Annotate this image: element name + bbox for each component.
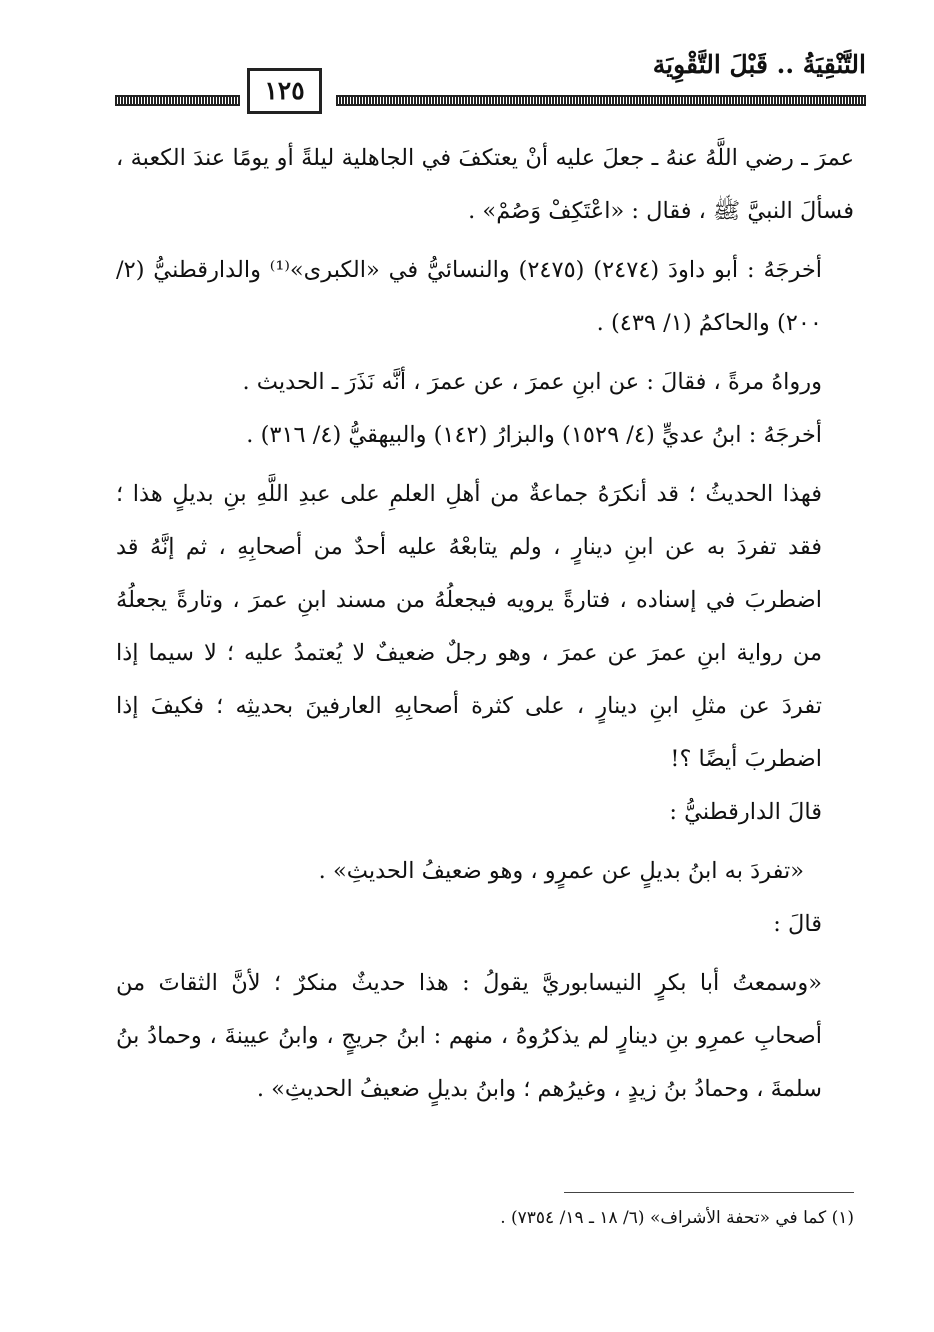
footnote: (١) كما في «تحفة الأشراف» (٦/ ١٨ ـ ١٩/ ٧٣٥٤) .: [500, 1208, 854, 1228]
paragraph-daraqutni-intro: قالَ الدارقطنيُّ :: [669, 799, 822, 825]
header-rule-right: [336, 95, 866, 106]
paragraph-takhrij-1: أخرجَهُ : أبو داودَ (٢٤٧٤) (٢٤٧٥) والنسائيُّ في «الكبرى»⁽¹⁾ والدارقطنيُّ (٢/ ٢٠٠) والحاكمُ (١/ ٤٣٩) .: [116, 257, 822, 336]
page-number: ١٢٥: [247, 68, 322, 114]
footnote-rule: [564, 1192, 854, 1193]
main-text: [116, 132, 854, 1116]
paragraph-daraqutni-quote: «تفردَ به ابنُ بديلٍ عن عمرٍو ، وهو ضعيفُ الحديثِ» .: [318, 858, 804, 884]
header-rule-left: [115, 95, 240, 106]
paragraph-naysaburi-quote: «وسمعتُ أبا بكرٍ النيسابوريَّ يقولُ : هذا حديثٌ منكرٌ ؛ لأنَّ الثقاتَ من أصحابِ عمرِو بنِ دينارٍ لم يذكرُوهُ ، منهم : ابنُ جريجٍ ، وابنُ عيينةَ ، وحمادُ بنُ سلمةَ ، وحمادُ بنُ زيدٍ ، وغيرُهم ؛ وابنُ بديلٍ ضعيفُ الحديثِ» .: [116, 970, 822, 1102]
paragraph-takhrij-2: أخرجَهُ : ابنُ عديٍّ (٤/ ١٥٢٩) والبزارُ (١٤٢) والبيهقيُّ (٤/ ٣١٦) .: [246, 422, 822, 448]
paragraph-hadith-text: عمرَ ـ رضي اللَّهُ عنهُ ـ جعلَ عليه أنْ يعتكفَ في الجاهلية ليلةً أو يومًا عندَ الكعبة ، فسألَ النبيَّ ﷺ ، فقال : «اعْتَكِفْ وَصُمْ» .: [116, 145, 854, 224]
paragraph-qala: قالَ :: [773, 911, 822, 937]
paragraph-analysis: فهذا الحديثُ ؛ قد أنكرَهُ جماعةٌ من أهلِ العلمِ على عبدِ اللَّهِ بنِ بديلٍ هذا ؛ فقد تفردَ به عن ابنِ دينارٍ ، ولم يتابعْهُ عليه أحدٌ من أصحابِهِ ، ثم إنَّهُ قد اضطربَ في إسناده ، فتارةً يرويه فيجعلُهُ من مسند ابنِ عمرَ ، وتارةً يجعلُهُ من رواية ابنِ عمرَ عن عمرَ ، وهو رجلٌ ضعيفٌ لا يُعتمدُ عليه ؛ لا سيما إذا تفردَ عن مثلِ ابنِ دينارٍ ، على كثرة أصحابِهِ العارفينَ بحديثِه ؛ فكيفَ إذا اضطربَ أيضًا ؟!: [116, 481, 823, 772]
running-title: التَّنْقِيَةُ .. قَبْلَ التَّقْوِيَة: [652, 50, 866, 79]
paragraph-alternate-narration: ورواهُ مرةً ، فقالَ : عن ابنِ عمرَ ، عن عمرَ ، أنَّه نَذَرَ ـ الحديث .: [242, 369, 822, 395]
